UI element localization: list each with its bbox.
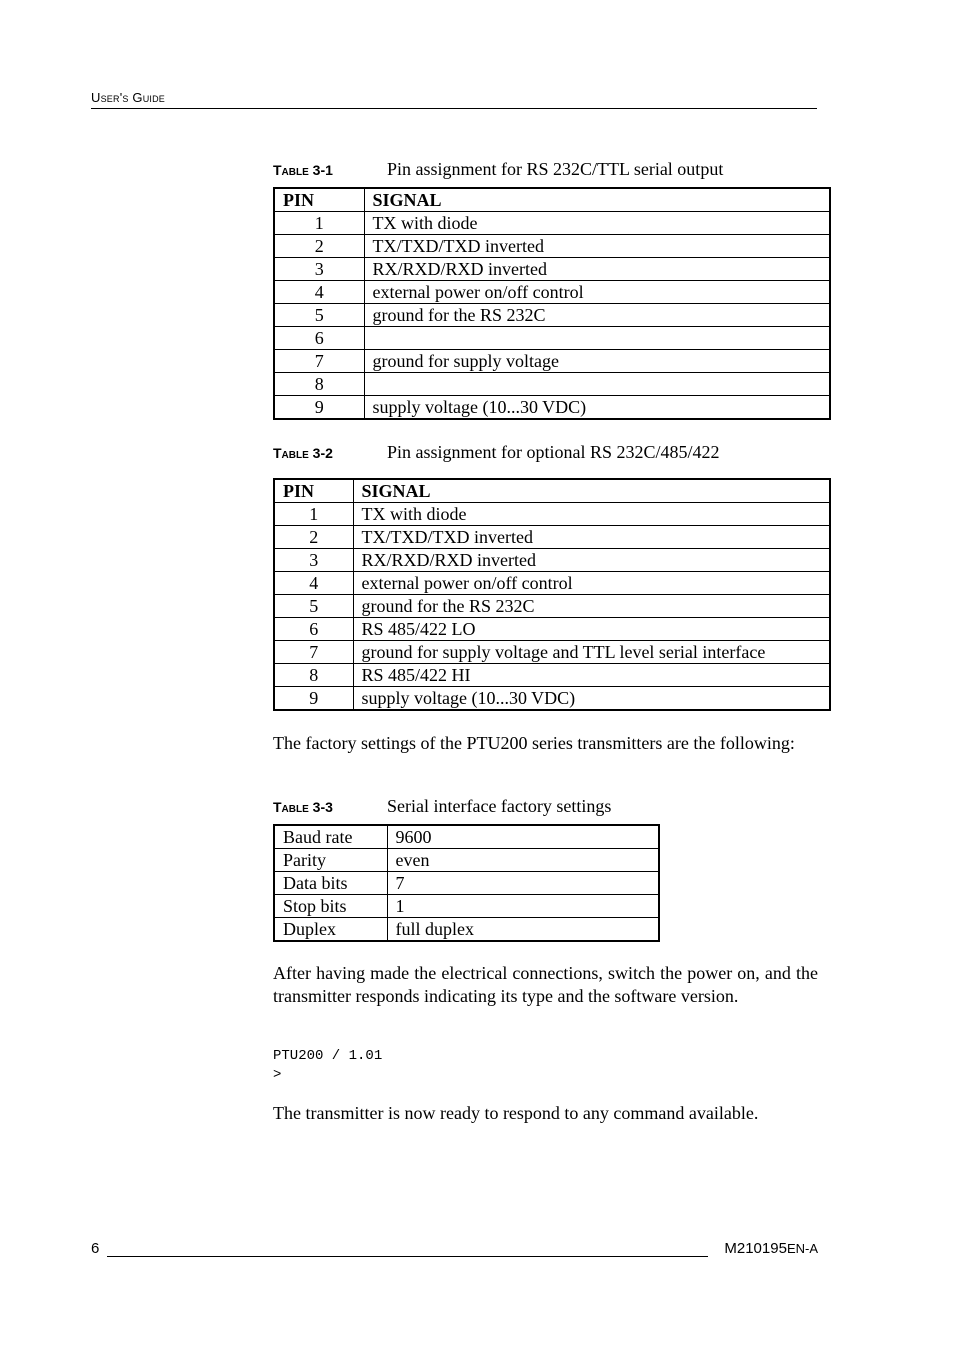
table-cell: TX/TXD/TXD inverted	[364, 235, 830, 258]
table-cell: 5	[274, 595, 353, 618]
paragraph-ready: The transmitter is now ready to respond to any command available.	[273, 1103, 759, 1123]
paragraph-connections: After having made the electrical connections, switch the power on, and the transmitter responds indicating its type and the software version.	[273, 963, 818, 1006]
code-line-2: >	[273, 1067, 282, 1083]
table-cell: 9	[274, 396, 364, 420]
table-cell: 1	[387, 895, 659, 918]
table1-header-row	[274, 188, 830, 212]
table-cell: external power on/off control	[353, 572, 830, 595]
code-block	[273, 1047, 382, 1085]
table2-header-row	[274, 479, 830, 503]
table-cell: 8	[274, 373, 364, 396]
table-cell	[364, 327, 830, 350]
table1-label: Table 3-1	[273, 162, 333, 178]
table2-column-header: PIN	[274, 479, 353, 503]
table1-title: Pin assignment for RS 232C/TTL serial output	[387, 159, 724, 179]
table-row	[274, 825, 659, 849]
table-row	[274, 235, 830, 258]
table-row	[274, 526, 830, 549]
table-cell: even	[387, 849, 659, 872]
table-row	[274, 258, 830, 281]
table-cell: supply voltage (10...30 VDC)	[364, 396, 830, 420]
page-header	[91, 90, 817, 109]
table-cell: 8	[274, 664, 353, 687]
table-row	[274, 350, 830, 373]
table2	[273, 478, 831, 711]
table-cell: 7	[274, 641, 353, 664]
table-row	[274, 572, 830, 595]
code-line-1: PTU200 / 1.01	[273, 1048, 383, 1064]
table-row	[274, 327, 830, 350]
doc-code-main: M210195	[724, 1240, 787, 1257]
table3-label: Table 3-3	[273, 799, 333, 815]
table2-title: Pin assignment for optional RS 232C/485/422	[387, 442, 720, 462]
table-cell: 6	[274, 327, 364, 350]
table-row	[274, 373, 830, 396]
table3	[273, 824, 660, 942]
paragraph-factory-settings: The factory settings of the PTU200 series transmitters are the following:	[273, 733, 795, 753]
table1-column-header: PIN	[274, 188, 364, 212]
table2-label: Table 3-2	[273, 445, 333, 461]
table-cell: Duplex	[274, 918, 387, 942]
table-cell: Parity	[274, 849, 387, 872]
table-cell: 9	[274, 687, 353, 711]
table-row	[274, 503, 830, 526]
table-row	[274, 304, 830, 327]
document-code	[724, 1240, 818, 1257]
table-cell: 4	[274, 572, 353, 595]
table-cell: TX with diode	[353, 503, 830, 526]
table-cell: ground for supply voltage and TTL level serial interface	[353, 641, 830, 664]
table3-title: Serial interface factory settings	[387, 796, 612, 816]
table-row	[274, 281, 830, 304]
table1-column-header: SIGNAL	[364, 188, 830, 212]
table-cell: 2	[274, 526, 353, 549]
table2-caption	[273, 442, 720, 463]
table-cell: external power on/off control	[364, 281, 830, 304]
table-cell: supply voltage (10...30 VDC)	[353, 687, 830, 711]
table-cell: Data bits	[274, 872, 387, 895]
page-number: 6	[91, 1240, 100, 1257]
table-cell: 9600	[387, 825, 659, 849]
table-cell: Stop bits	[274, 895, 387, 918]
header-title: User's Guide	[91, 90, 166, 105]
table-row	[274, 549, 830, 572]
table-cell: RS 485/422 LO	[353, 618, 830, 641]
table-cell: ground for the RS 232C	[364, 304, 830, 327]
table-cell: 1	[274, 212, 364, 235]
table-cell: Baud rate	[274, 825, 387, 849]
table-cell: RX/RXD/RXD inverted	[364, 258, 830, 281]
table-row	[274, 895, 659, 918]
table-row	[274, 872, 659, 895]
table-cell: 3	[274, 549, 353, 572]
table-cell: RS 485/422 HI	[353, 664, 830, 687]
table-cell: 2	[274, 235, 364, 258]
table-row	[274, 595, 830, 618]
table-cell: ground for the RS 232C	[353, 595, 830, 618]
table-cell: 3	[274, 258, 364, 281]
table-cell: 1	[274, 503, 353, 526]
table2-column-header: SIGNAL	[353, 479, 830, 503]
table-row	[274, 687, 830, 711]
table-row	[274, 618, 830, 641]
page-footer	[91, 1240, 818, 1258]
table-cell: TX/TXD/TXD inverted	[353, 526, 830, 549]
table-row	[274, 849, 659, 872]
table1-caption	[273, 159, 723, 180]
doc-code-suffix: EN-A	[786, 1241, 818, 1256]
table-cell: ground for supply voltage	[364, 350, 830, 373]
table-row	[274, 641, 830, 664]
table-cell: 7	[274, 350, 364, 373]
table-cell: 4	[274, 281, 364, 304]
table-row	[274, 918, 659, 942]
table-cell: 6	[274, 618, 353, 641]
table3-caption	[273, 796, 611, 817]
table-cell: 7	[387, 872, 659, 895]
table1	[273, 187, 831, 420]
table-cell: 5	[274, 304, 364, 327]
table-row	[274, 212, 830, 235]
table-cell: RX/RXD/RXD inverted	[353, 549, 830, 572]
footer-rule	[107, 1256, 708, 1257]
table-cell: full duplex	[387, 918, 659, 942]
table-cell: TX with diode	[364, 212, 830, 235]
table-cell	[364, 373, 830, 396]
table-row	[274, 396, 830, 420]
table-row	[274, 664, 830, 687]
